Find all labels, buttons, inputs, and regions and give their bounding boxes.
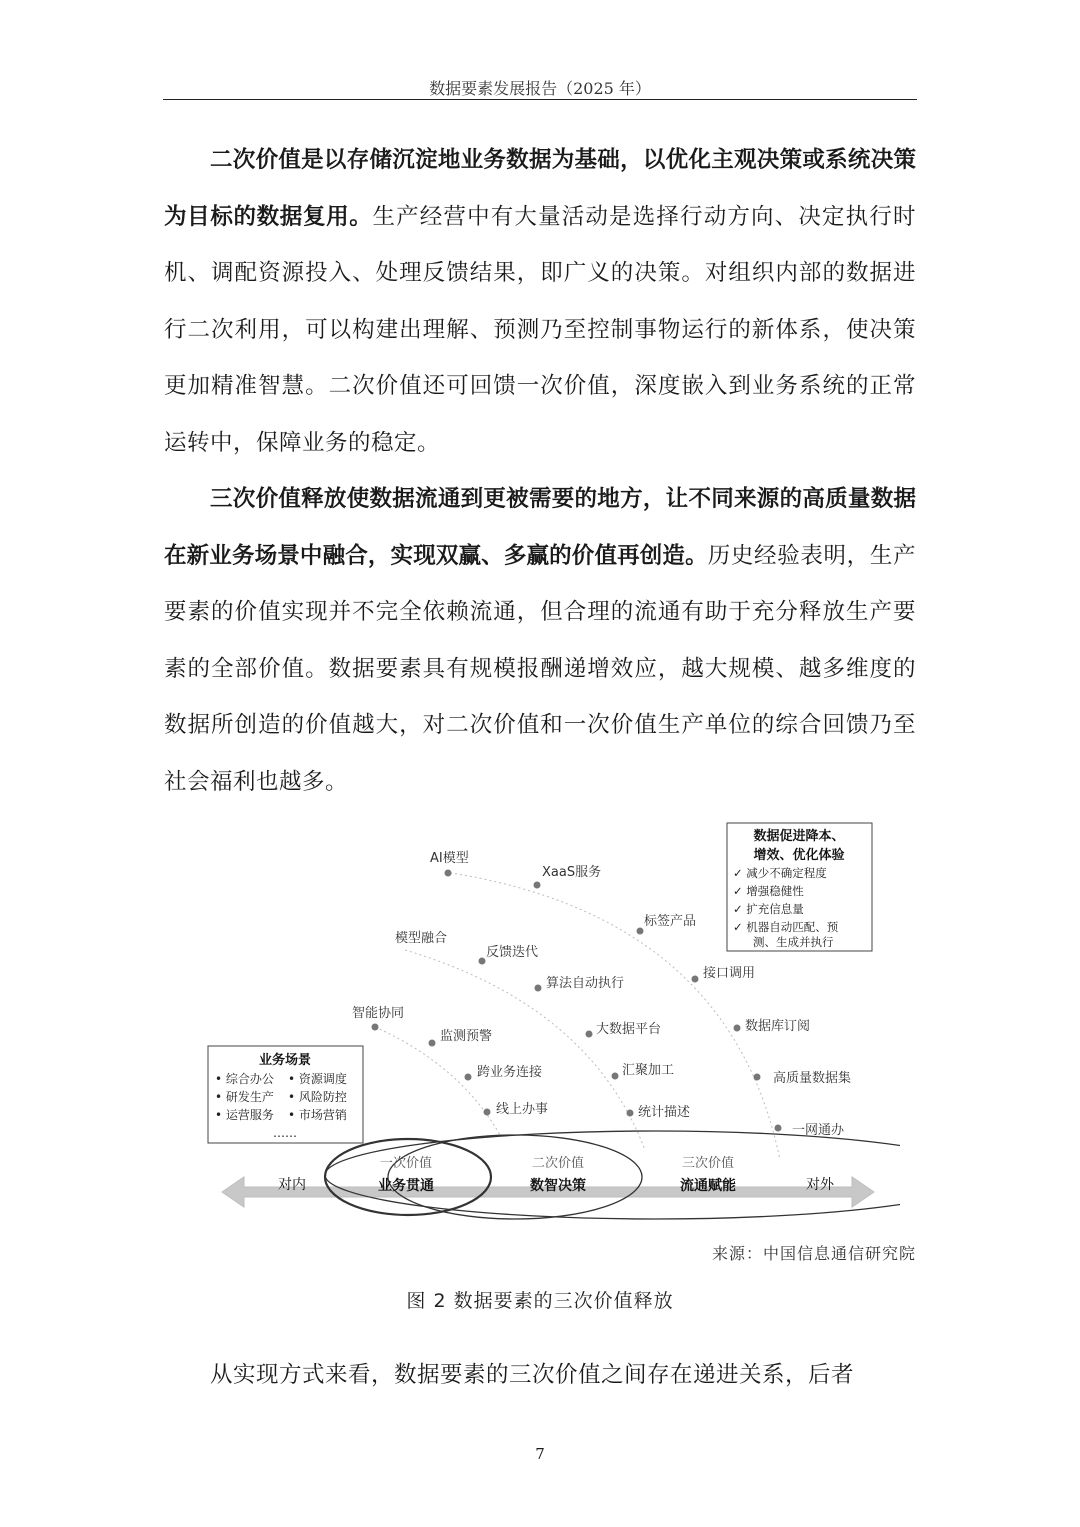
arc-point (535, 985, 542, 992)
arc-point (484, 1109, 491, 1116)
arc3-label: 一网通办 (792, 1123, 845, 1138)
arc2-label: 大数据平台 (596, 1022, 662, 1037)
paragraph-second-value (164, 132, 916, 471)
arc2-label: 汇聚加工 (622, 1063, 675, 1078)
paragraph-body: 生产经营中有大量活动是选择行动方向、决定执行时机、调配资源投入、处理反馈结果，即广义的决策。对组织内部的数据进行二次利用，可以构建出理解、预测乃至控制事物运行的新体系，使决策更加精准智慧。二次价值还可回馈一次价值，深度嵌入到业务系统的正常运转中，保障业务的稳定。 (164, 203, 916, 456)
arc2-label: 模型融合 (395, 931, 448, 946)
arc-point (775, 1125, 782, 1132)
scenario-item: • 市场营销 (288, 1108, 347, 1122)
scenario-box-title: 业务场景 (258, 1053, 312, 1068)
arc3-label: 高质量数据集 (773, 1071, 852, 1086)
arc1-label: 智能协同 (352, 1006, 405, 1021)
arc-point (637, 928, 644, 935)
arc2-label: 统计描述 (638, 1105, 691, 1120)
second-value-ellipse (388, 1135, 642, 1219)
arc3-label: 标签产品 (644, 914, 697, 929)
page-number: 7 (535, 1445, 545, 1463)
paragraph-body: 从实现方式来看，数据要素的三次价值之间存在递进关系，后者 (210, 1362, 855, 1388)
benefit-item: ✓ 增强稳健性 (733, 884, 804, 898)
paragraph-lead: 二次价值是以存储沉淀地业务数据为基础，以优化主观决策或系统决策为目标的数据复用。 (164, 147, 916, 230)
third-value-name: 流通赋能 (680, 1178, 736, 1194)
three-value-diagram (200, 815, 900, 1230)
arc1-label: 监测预警 (440, 1029, 493, 1044)
axis-label-inward: 对内 (278, 1177, 306, 1193)
scenario-item: • 风险防控 (288, 1090, 347, 1104)
arc3-label: XaaS服务 (542, 865, 602, 880)
arc-point (692, 976, 699, 983)
header-rule (163, 99, 917, 100)
first-value-label: 一次价值 (379, 1156, 433, 1171)
benefit-item: ✓ 机器自动匹配、预 (733, 920, 839, 934)
paragraph-progressive-relation (164, 1347, 916, 1404)
scenario-more: …… (273, 1126, 297, 1140)
arc1-label: 跨业务连接 (477, 1065, 543, 1080)
second-value-label: 二次价值 (531, 1156, 585, 1171)
scenario-item: • 资源调度 (288, 1072, 347, 1086)
benefit-box-title: 数据促进降本、 (753, 829, 845, 844)
paragraph-lead: 三次价值释放使数据流通到更被需要的地方，让不同来源的高质量数据在新业务场景中融合，实现双赢、多赢的价值再创造。 (164, 486, 916, 569)
axis-label-outward: 对外 (806, 1177, 834, 1193)
benefit-item: ✓ 减少不确定程度 (733, 866, 827, 880)
paragraph-body: 历史经验表明，生产要素的价值实现并不完全依赖流通，但合理的流通有助于充分释放生产要素的全部价值。数据要素具有规模报酬递增效应，越大规模、越多维度的数据所创造的价值越大，对二次价值和一次价值生产单位的综合回馈乃至社会福利也越多。 (164, 542, 916, 795)
arc3-label: AI模型 (430, 851, 469, 866)
arc-point (627, 1110, 634, 1117)
arc-point (429, 1040, 436, 1047)
figure-source: 来源：中国信息通信研究院 (711, 1244, 916, 1263)
third-value-label: 三次价值 (681, 1156, 735, 1171)
benefit-item-continuation: 测、生成并执行 (753, 935, 834, 949)
arc2-label: 反馈迭代 (486, 945, 539, 960)
arc-point (612, 1073, 619, 1080)
arc1-label: 线上办事 (496, 1102, 549, 1117)
arc3-label: 接口调用 (703, 966, 756, 981)
second-value-name: 数智决策 (530, 1178, 586, 1194)
benefit-item: ✓ 扩充信息量 (733, 902, 804, 916)
scenario-item: • 综合办公 (215, 1072, 274, 1086)
paragraph-third-value (164, 471, 916, 810)
arc-point (465, 1074, 472, 1081)
arc-point (479, 958, 486, 965)
arc-point (586, 1031, 593, 1038)
arc-point (372, 1024, 379, 1031)
figure-caption: 图 2 数据要素的三次价值释放 (406, 1290, 674, 1312)
benefit-box-title: 增效、优化体验 (753, 848, 845, 863)
arc-point (534, 882, 541, 889)
arc-point (754, 1074, 761, 1081)
arc2-label: 算法自动执行 (546, 976, 625, 991)
third-value-ellipse (325, 1131, 900, 1219)
scenario-item: • 研发生产 (215, 1090, 274, 1104)
arc-point (445, 870, 452, 877)
running-header: 数据要素发展报告（2025 年） (429, 79, 651, 98)
arc-point (734, 1025, 741, 1032)
scenario-item: • 运营服务 (215, 1108, 274, 1122)
first-value-name: 业务贯通 (378, 1178, 434, 1194)
arc3-label: 数据库订阅 (745, 1019, 811, 1034)
